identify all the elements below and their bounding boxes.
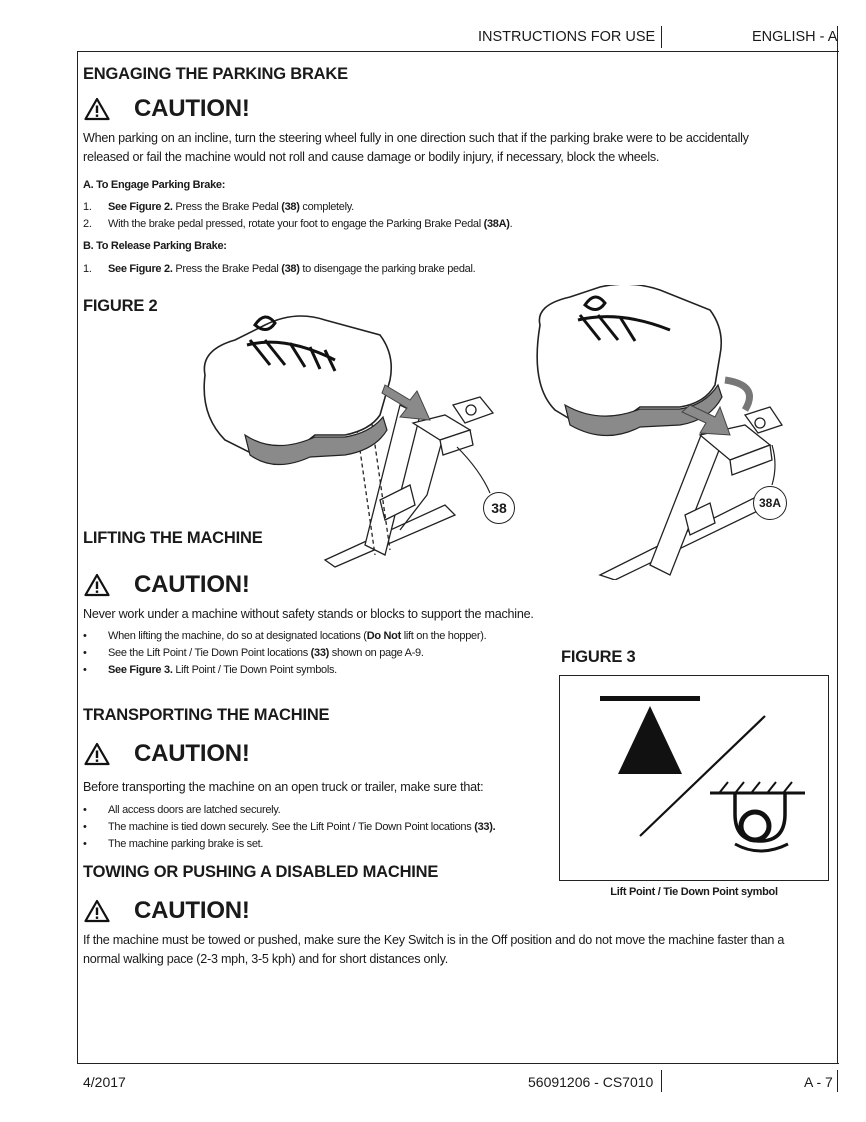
footer-rule (77, 1063, 839, 1064)
caution-lifting (84, 571, 250, 599)
frame-left (77, 51, 78, 1064)
figure2-label: FIGURE 2 (83, 297, 158, 315)
transport-bullet-1: • All access doors are latched securely. (83, 804, 281, 816)
lift-tie-down-symbol (560, 676, 828, 880)
footer-divider (661, 1070, 662, 1092)
caution-towing (84, 897, 250, 925)
header-rule (77, 51, 839, 52)
step-b1: 1. See Figure 2. Press the Brake Pedal (38) to disengage the parking brake pedal. (83, 263, 476, 275)
caution-label: CAUTION! (134, 897, 250, 924)
subheading-release: B. To Release Parking Brake: (83, 240, 227, 252)
lifting-text: Never work under a machine without safety stands or blocks to support the machine. (83, 607, 534, 621)
caution-label: CAUTION! (134, 740, 250, 767)
parking-text: When parking on an incline, turn the steering wheel fully in one direction such that if the parking brake were to be accidentally released or fail the machine would not roll and cause damage or bodily injury, if necessary, block the wheels. (83, 131, 749, 164)
lift-bar-icon (600, 696, 700, 701)
warning-triangle-icon (84, 97, 110, 121)
boot-icon (204, 316, 391, 465)
section-heading-parking: ENGAGING THE PARKING BRAKE (83, 65, 348, 83)
footer-page-number: A - 7 (804, 1074, 833, 1090)
lifting-bullet-3: • See Figure 3. Lift Point / Tie Down Point symbols. (83, 664, 337, 676)
tie-down-icon (710, 782, 805, 851)
footer-date: 4/2017 (83, 1074, 126, 1090)
towing-text: If the machine must be towed or pushed, make sure the Key Switch is in the Off position and do not move the machine faster than a normal walking pace (2-3 mph, 3-5 kph) and for short distances only. (83, 933, 785, 966)
header-title: INSTRUCTIONS FOR USE (478, 29, 656, 45)
step-a2: 2. With the brake pedal pressed, rotate your foot to engage the Parking Brake Pedal (38A). (83, 218, 513, 230)
caution-transport (84, 740, 250, 768)
lifting-bullet-2: • See the Lift Point / Tie Down Point locations (33) shown on page A-9. (83, 647, 424, 659)
transport-bullet-2: • The machine is tied down securely. See the Lift Point / Tie Down Point locations (33). (83, 821, 496, 833)
caution-parking (84, 95, 250, 123)
warning-triangle-icon (84, 899, 110, 923)
callout-38: 38 (483, 492, 515, 524)
section-heading-transport: TRANSPORTING THE MACHINE (83, 706, 330, 724)
caution-label: CAUTION! (134, 571, 250, 598)
footer-doc-number: 56091206 - CS7010 (528, 1074, 654, 1090)
section-heading-lifting: LIFTING THE MACHINE (83, 529, 263, 547)
parking-brake-illustration (520, 285, 800, 580)
figure3-caption: Lift Point / Tie Down Point symbol (610, 886, 778, 898)
lifting-bullet-1: • When lifting the machine, do so at designated locations (Do Not lift on the hopper). (83, 630, 487, 642)
step-a1: 1. See Figure 2. Press the Brake Pedal (38) completely. (83, 201, 354, 213)
figure3-box (559, 675, 829, 881)
subheading-engage: A. To Engage Parking Brake: (83, 179, 226, 191)
footer-divider-right (837, 1070, 838, 1092)
figure3-label: FIGURE 3 (561, 648, 636, 666)
caution-label: CAUTION! (134, 95, 250, 122)
callout-38a: 38A (753, 486, 787, 520)
push-arrow-icon (382, 385, 430, 420)
transport-bullet-3: • The machine parking brake is set. (83, 838, 264, 850)
warning-triangle-icon (84, 742, 110, 766)
header-divider (661, 26, 662, 48)
section-heading-towing: TOWING OR PUSHING A DISABLED MACHINE (83, 863, 439, 881)
header-language: ENGLISH - A (752, 29, 838, 45)
lift-point-icon (618, 706, 682, 774)
transport-text: Before transporting the machine on an open truck or trailer, make sure that: (83, 780, 484, 794)
warning-triangle-icon (84, 573, 110, 597)
frame-right (837, 26, 838, 1064)
